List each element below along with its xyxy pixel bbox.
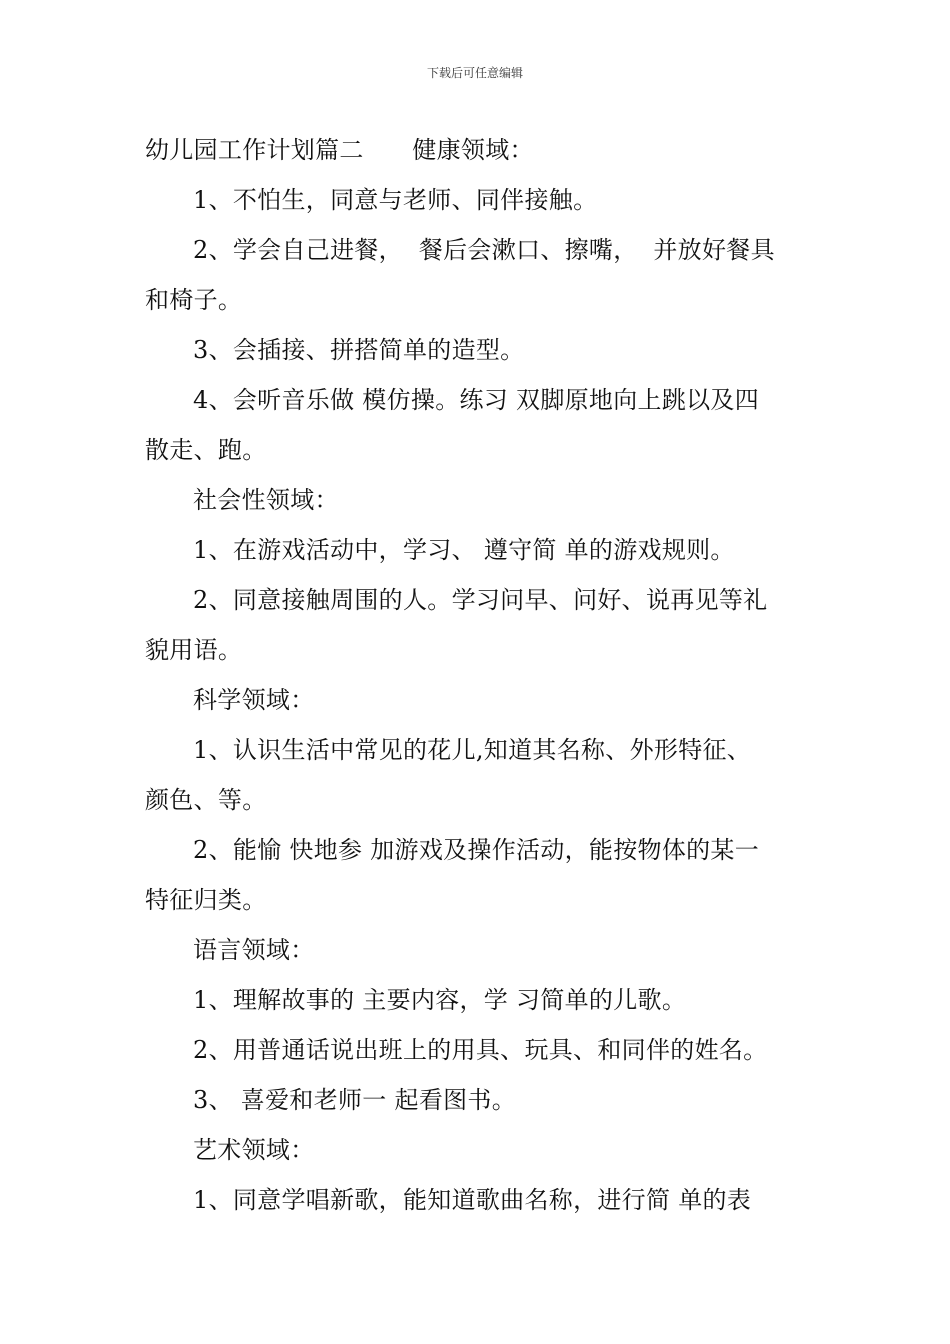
- paragraph-line: 2、学会自己进餐， 餐后会漱口、擦嘴， 并放好餐具: [193, 236, 775, 264]
- page-header-note: 下载后可任意编辑: [426, 66, 523, 80]
- paragraph-line: 和椅子。: [145, 286, 243, 314]
- paragraph-line: 1、理解故事的 主要内容，学 习简单的儿歌。: [193, 986, 687, 1014]
- section-heading: 社会性领域：: [193, 486, 339, 514]
- paragraph-line: 2、用普通话说出班上的用具、玩具、和同伴的姓名。: [193, 1036, 768, 1064]
- paragraph-line: 散走、跑。: [145, 436, 267, 464]
- paragraph-line: 颜色、等。: [145, 786, 267, 814]
- paragraph-line: 特征归类。: [145, 886, 267, 914]
- section-heading: 艺术领域：: [193, 1136, 315, 1164]
- paragraph-line: 1、同意学唱新歌，能知道歌曲名称，进行简 单的表: [193, 1186, 752, 1214]
- section-heading: 语言领域：: [193, 936, 315, 964]
- heading-line: 幼儿园工作计划篇二 健康领域：: [145, 136, 534, 164]
- paragraph-line: 貌用语。: [145, 636, 243, 664]
- section-heading: 科学领域：: [193, 686, 315, 714]
- paragraph-line: 3、会插接、拼搭简单的造型。: [193, 336, 525, 364]
- paragraph-line: 2、同意接触周围的人。学习问早、问好、说再见等礼: [193, 586, 768, 614]
- paragraph-line: 4、会听音乐做 模仿操。练习 双脚原地向上跳以及四: [193, 386, 760, 414]
- paragraph-line: 3、 喜爱和老师一 起看图书。: [193, 1086, 517, 1114]
- paragraph-line: 1、在游戏活动中，学习、 遵守简 单的游戏规则。: [193, 536, 735, 564]
- paragraph-line: 1、不怕生，同意与老师、同伴接触。: [193, 186, 598, 214]
- paragraph-line: 2、能愉 快地参 加游戏及操作活动，能按物体的某一: [193, 836, 760, 864]
- paragraph-line: 1、认识生活中常见的花儿,知道其名称、外形特征、: [193, 736, 752, 764]
